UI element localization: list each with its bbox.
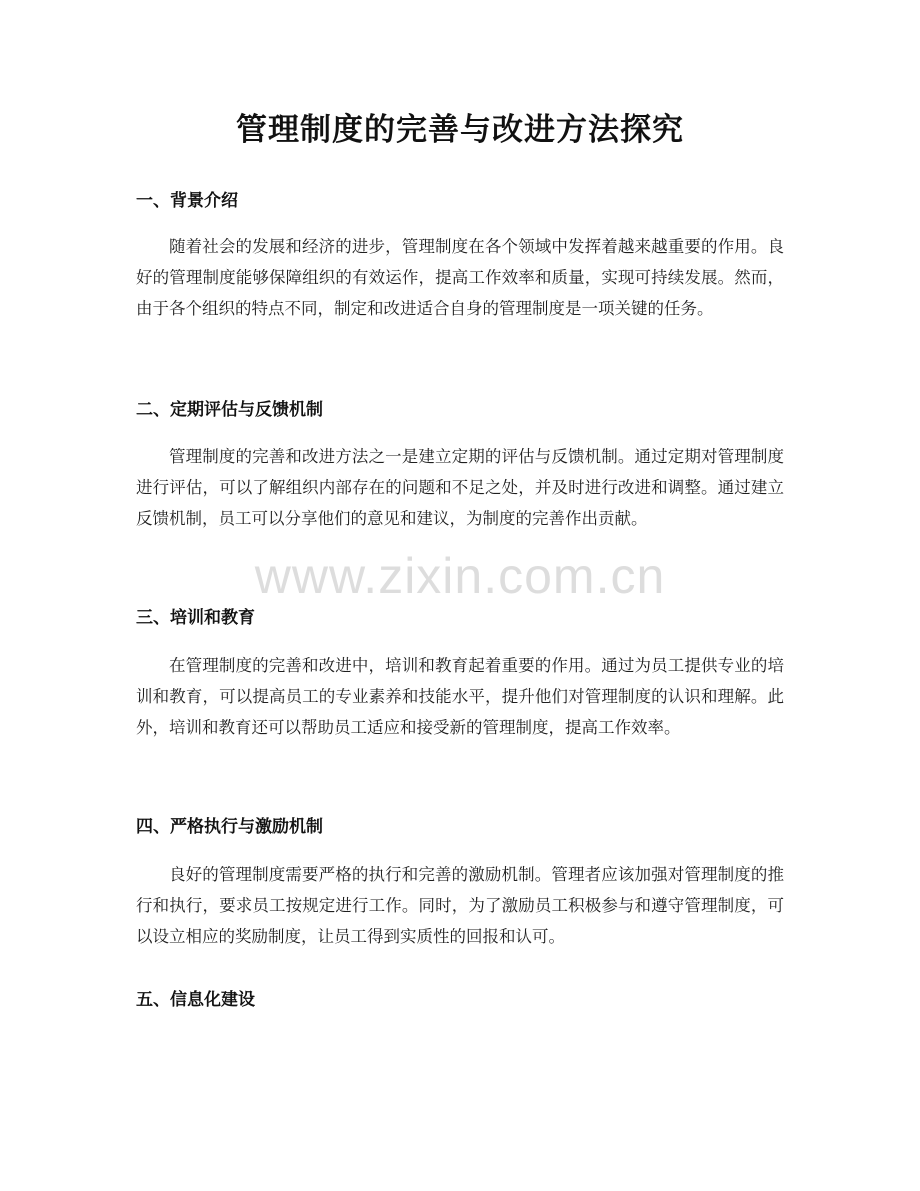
section-heading-evaluation: 二、定期评估与反馈机制 [136, 400, 323, 420]
section-heading-background: 一、背景介绍 [136, 191, 238, 211]
section-heading-training: 三、培训和教育 [136, 608, 255, 628]
watermark-text: www.zixin.com.cn [254, 548, 666, 604]
section-body-execution: 良好的管理制度需要严格的执行和完善的激励机制。管理者应该加强对管理制度的推行和执行，要求员工按规定进行工作。同时，为了激励员工积极参与和遵守管理制度，可以设立相应的奖励制度，让员工得到实质性的回报和认可。 [136, 865, 784, 946]
section-body-background: 随着社会的发展和经济的进步，管理制度在各个领域中发挥着越来越重要的作用。良好的管理制度能够保障组织的有效运作，提高工作效率和质量，实现可持续发展。然而，由于各个组织的特点不同，制定和改进适合自身的管理制度是一项关键的任务。 [136, 237, 784, 318]
section-body-training: 在管理制度的完善和改进中，培训和教育起着重要的作用。通过为员工提供专业的培训和教育，可以提高员工的专业素养和技能水平，提升他们对管理制度的认识和理解。此外，培训和教育还可以帮助员工适应和接受新的管理制度，提高工作效率。 [136, 656, 784, 737]
section-heading-informatization: 五、信息化建设 [136, 990, 255, 1010]
document-title: 管理制度的完善与改进方法探究 [236, 112, 684, 148]
section-heading-execution: 四、严格执行与激励机制 [136, 817, 323, 837]
section-body-evaluation: 管理制度的完善和改进方法之一是建立定期的评估与反馈机制。通过定期对管理制度进行评估，可以了解组织内部存在的问题和不足之处，并及时进行改进和调整。通过建立反馈机制，员工可以分享他们的意见和建议，为制度的完善作出贡献。 [136, 447, 784, 528]
